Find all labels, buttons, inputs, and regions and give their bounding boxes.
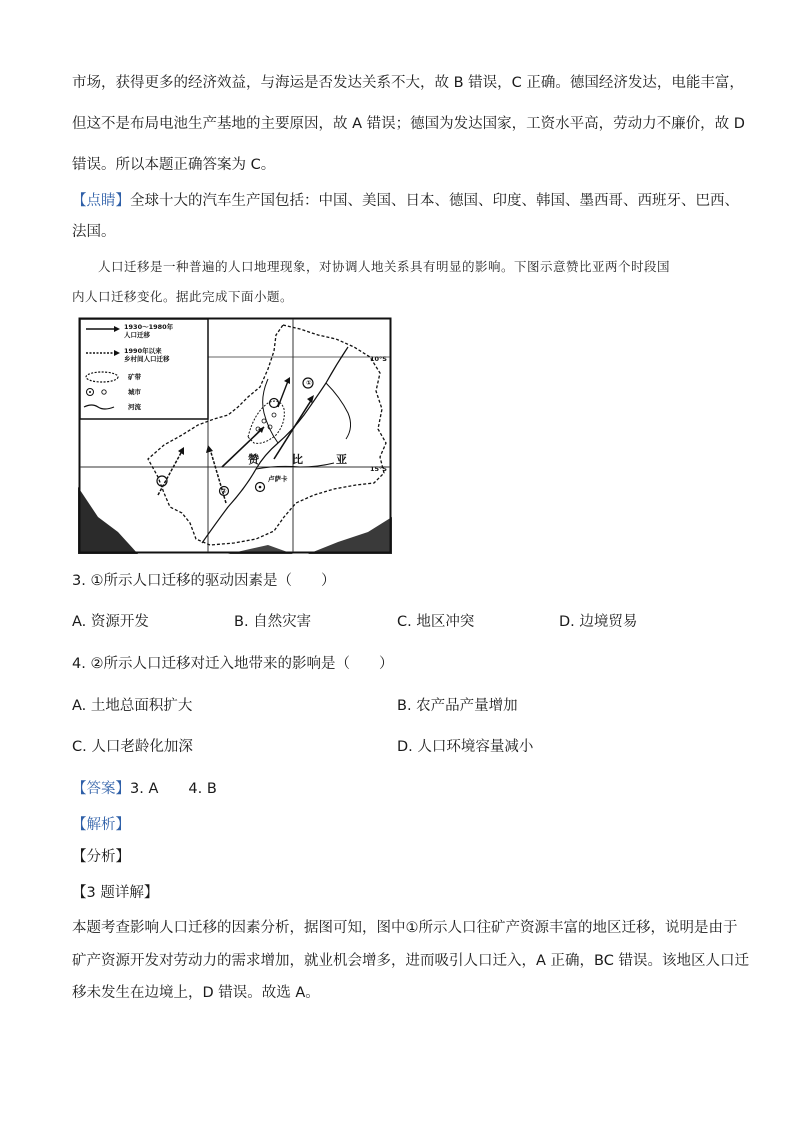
detail-line: 本题考查影响人口迁移的因素分析，据图可知，图中①所示人口往矿产资源丰富的地区迁移，说明是由于	[72, 920, 738, 936]
map-figure	[78, 317, 392, 554]
q3-option-a[interactable]: A. 资源开发	[72, 614, 149, 630]
answer-4: 4. B	[188, 781, 217, 797]
question-3-stem: 3. ①所示人口迁移的驱动因素是（ ）	[72, 573, 336, 589]
answer-tag: 【答案】	[72, 781, 130, 797]
intro-line: 内人口迁移变化。据此完成下面小题。	[72, 289, 294, 304]
comment-line-2: 法国。	[72, 224, 116, 240]
legend-label: 城市	[128, 388, 141, 396]
text-line: 错误。所以本题正确答案为 C。	[72, 157, 276, 173]
detail-tag: 【3 题详解】	[72, 885, 159, 901]
detail-line: 矿产资源开发对劳动力的需求增加，就业机会增多，进而吸引人口迁入，A 正确，BC 错误。该地区人口迁	[72, 953, 749, 969]
comment-line	[72, 191, 739, 211]
analysis-subtag: 【分析】	[72, 849, 130, 865]
country-label: 比	[292, 453, 303, 466]
answer-3: 3. A	[130, 781, 159, 797]
detail-line: 移未发生在边境上，D 错误。故选 A。	[72, 985, 320, 1001]
analysis-tag: 【解析】	[72, 817, 130, 833]
city-label: 卢萨卡	[268, 475, 288, 483]
text-line: 但这不是布局电池生产基地的主要原因，故 A 错误；德国为发达国家，工资水平高，劳动力不廉价，故 D	[72, 116, 745, 132]
q4-option-d[interactable]: D. 人口环境容量减小	[397, 739, 534, 755]
intro-line: 人口迁移是一种普遍的人口地理现象，对协调人地关系具有明显的影响。下图示意赞比亚两个时段国	[98, 259, 671, 274]
marker-1: ①	[306, 379, 312, 387]
answer-line	[72, 779, 217, 799]
question-4-stem: 4. ②所示人口迁移对迁入地带来的影响是（ ）	[72, 656, 394, 672]
latitude-label: 15°S	[370, 465, 387, 473]
legend-label: 1930～1980年	[124, 323, 174, 331]
q3-option-d[interactable]: D. 边境贸易	[559, 614, 638, 630]
marker-2: ②	[221, 487, 227, 495]
text-line: 市场，获得更多的经济效益，与海运是否发达关系不大，故 B 错误，C 正确。德国经济发达，电能丰富，	[72, 75, 744, 91]
country-label: 亚	[336, 453, 347, 466]
legend-label: 矿带	[128, 373, 141, 381]
q3-option-b[interactable]: B. 自然灾害	[234, 614, 312, 630]
q3-option-c[interactable]: C. 地区冲突	[397, 614, 475, 630]
q4-option-b[interactable]: B. 农产品产量增加	[397, 698, 518, 714]
legend-label: 1990年以来	[124, 347, 162, 355]
legend-label: 乡村间人口迁移	[124, 355, 170, 363]
comment-text: 全球十大的汽车生产国包括：中国、美国、日本、德国、印度、韩国、墨西哥、西班牙、巴西、	[130, 193, 739, 209]
q4-option-c[interactable]: C. 人口老龄化加深	[72, 739, 193, 755]
latitude-label: 10°S	[370, 355, 387, 363]
legend-label: 人口迁移	[124, 331, 150, 339]
q4-option-a[interactable]: A. 土地总面积扩大	[72, 698, 193, 714]
country-label: 赞	[248, 453, 259, 466]
zambia-migration-map	[78, 317, 392, 554]
comment-tag: 【点睛】	[72, 193, 130, 209]
legend-label: 河流	[128, 403, 141, 411]
